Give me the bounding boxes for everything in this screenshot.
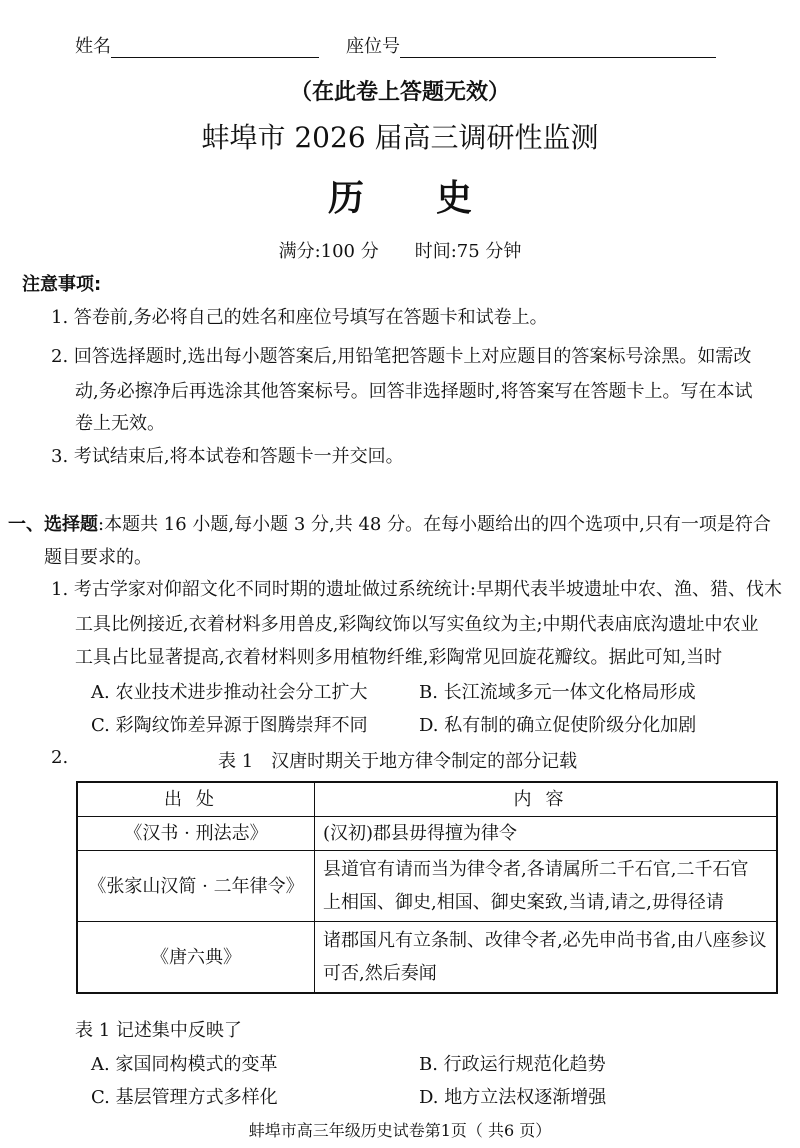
table-cell-source: 《汉书 · 刑法志》	[77, 817, 315, 851]
notice-title: 注意事项:	[22, 274, 102, 295]
notice-item-3: 3. 考试结束后,将本试卷和答题卡一并交回。	[51, 446, 404, 467]
content-line: 诸郡国凡有立条制、改律令者,必先申尚书省,由八座参议	[323, 930, 767, 951]
q1-stem-line-1: 1. 考古学家对仰韶文化不同时期的遗址做过系统统计:早期代表半坡遗址中农、渔、猎、伐木	[51, 579, 782, 600]
table-row	[77, 922, 777, 994]
seat-blank	[400, 37, 716, 58]
table-row	[77, 817, 777, 851]
notice-item-2-line-3: 卷上无效。	[75, 413, 165, 434]
q1-option-b: B. 长江流域多元一体文化格局形成	[419, 682, 696, 703]
q1-option-c: C. 彩陶纹饰差异源于图腾崇拜不同	[91, 715, 368, 736]
page-footer: 蚌埠市高三年级历史试卷第1页（ 共6 页）	[248, 1121, 552, 1140]
q2-option-d: D. 地方立法权逐渐增强	[419, 1087, 607, 1108]
table-cell-content	[315, 817, 778, 851]
name-blank	[111, 37, 319, 58]
q1-option-d: D. 私有制的确立促使阶级分化加剧	[419, 715, 697, 736]
content-line: (汉初)郡县毋得擅为律令	[323, 823, 518, 844]
name-field	[75, 32, 319, 58]
q2-number: 2.	[51, 747, 69, 768]
q2-option-a: A. 家国同构模式的变革	[91, 1054, 278, 1075]
content-line: 上相国、御史,相国、御史案致,当请,请之,毋得径请	[323, 892, 724, 913]
section-heading-label: 一、选择题	[8, 514, 98, 535]
notice-item-2-line-1: 2. 回答选择题时,选出每小题答案后,用铅笔把答题卡上对应题目的答案标号涂黑。如需改	[51, 346, 752, 367]
q1-option-a: A. 农业技术进步推动社会分工扩大	[91, 682, 368, 703]
q2-table	[76, 781, 778, 994]
subject-title: 历 史	[327, 177, 472, 219]
table-header-content: 内容	[315, 782, 778, 817]
notice-item-1: 1. 答卷前,务必将自己的姓名和座位号填写在答题卡和试卷上。	[51, 307, 548, 328]
q2-option-c: C. 基层管理方式多样化	[91, 1087, 278, 1108]
score-time: 满分:100 分 时间:75 分钟	[278, 241, 522, 262]
q2-stem: 表 1 记述集中反映了	[75, 1020, 242, 1041]
table-header-source: 出处	[77, 782, 315, 817]
section-heading	[8, 510, 771, 536]
table-cell-source: 《张家山汉简 · 二年律令》	[77, 851, 315, 922]
invalid-note: （在此卷上答题无效）	[289, 79, 510, 105]
content-line: 县道官有请而当为律令者,各请属所二千石官,二千石官	[323, 859, 749, 880]
notice-item-2-line-2: 动,务必擦净后再选涂其他答案标号。回答非选择题时,将答案写在答题卡上。写在本试	[75, 381, 753, 402]
seat-field	[346, 32, 716, 58]
q1-stem-line-3: 工具占比显著提高,衣着材料则多用植物纤维,彩陶常见回旋花瓣纹。据此可知,当时	[75, 647, 723, 668]
exam-title: 蚌埠市 2026 届高三调研性监测	[201, 121, 599, 154]
section-heading-text: :本题共 16 小题,每小题 3 分,共 48 分。在每小题给出的四个选项中,只有一项是符合	[98, 514, 771, 535]
q2-option-b: B. 行政运行规范化趋势	[419, 1054, 606, 1075]
seat-label: 座位号	[346, 36, 400, 57]
table-header-row	[77, 782, 777, 817]
q1-stem-line-2: 工具比例接近,衣着材料多用兽皮,彩陶纹饰以写实鱼纹为主;中期代表庙底沟遗址中农业	[75, 614, 759, 635]
table-row	[77, 851, 777, 922]
content-line: 可否,然后奏闻	[323, 963, 437, 984]
table-cell-content	[315, 851, 778, 922]
section-heading-line-2: 题目要求的。	[44, 547, 152, 568]
table-cell-content	[315, 922, 778, 994]
q2-table-caption: 表 1 汉唐时期关于地方律令制定的部分记载	[218, 751, 578, 772]
table-cell-source: 《唐六典》	[77, 922, 315, 994]
name-label: 姓名	[75, 36, 111, 57]
